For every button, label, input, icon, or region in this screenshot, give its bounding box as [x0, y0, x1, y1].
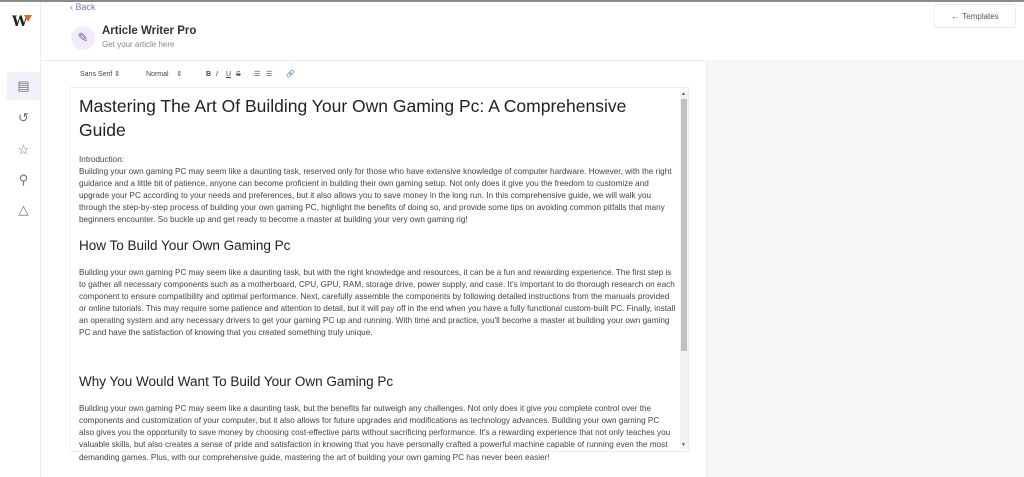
underline-button[interactable]: U — [226, 70, 232, 78]
star-icon[interactable]: ☆ — [17, 142, 30, 157]
size-select[interactable]: Normal ⇕ — [146, 71, 183, 78]
font-select[interactable]: Sans Serif ⇕ — [80, 71, 121, 78]
back-link[interactable]: ‹ Back — [70, 2, 96, 12]
bold-button[interactable]: B — [206, 70, 212, 78]
article-editor[interactable] — [70, 87, 689, 462]
section-heading: How To Build Your Own Gaming Pc — [79, 237, 291, 253]
intro-label: Introduction: — [79, 155, 125, 164]
page-subtitle: Get your article here — [102, 40, 175, 49]
link-icon[interactable]: 🔗 — [286, 71, 295, 78]
templates-button[interactable] — [934, 4, 1016, 28]
arrow-left-icon: ← — [951, 11, 960, 21]
logo-text: W — [12, 14, 28, 30]
divider — [41, 60, 706, 61]
templates-label: Templates — [962, 11, 999, 21]
shapes-icon[interactable]: △ — [18, 202, 29, 217]
layout-icon[interactable]: ▤ — [7, 72, 40, 100]
scroll-up-icon[interactable]: ▲ — [681, 91, 686, 97]
page-title: Article Writer Pro — [102, 25, 197, 37]
history-icon[interactable]: ↺ — [18, 110, 29, 125]
sidebar — [0, 2, 41, 477]
app-logo[interactable] — [12, 14, 28, 30]
strike-button[interactable]: S — [236, 70, 241, 78]
medal-icon[interactable]: ⚲ — [18, 172, 29, 187]
bullet-list-icon[interactable]: ☰ — [266, 71, 273, 78]
intro-paragraph: Building your own gaming PC may seem like a daunting task, reserved only for those who have extensive knowledge of computer hardware. However, with the right guidance and a little bit of patience, anyone can become proficient in building their own gaming setup. Not only does it give you the freedom to customize and upgrade your PC according to your needs and preferences, but it also allows you to save money in the long run. In this comprehensive guide, we will walk you through the step-by-step process of building your own gaming PC, highlight the benefits of doing so, and provide some tips on avoiding common pitfalls that many beginners encounter. So buckle up and get ready to become a master at building your very own gaming rig! — [79, 167, 672, 225]
section-paragraph: Building your own gaming PC may seem like a daunting task, but with the right knowledge and resources, it can be a fun and rewarding experience. The first step is to gather all necessary components such as a motherboard, CPU, GPU, RAM, storage drive, power supply, and case. It's important to do thorough research on each component to ensure compatibility and optimal performance. Next, carefully assemble the components by following detailed instructions from the manuals provided or online tutorials. This may require some patience and attention to detail, but it will pay off in the end when you have a fully functional custom-built PC. Finally, install an operating system and any necessary drivers to get your gaming PC up and running. With time and practice, you'll become a master at building your own gaming PC and have the satisfaction of knowing that you created something truly unique. — [79, 267, 676, 338]
article-title: Mastering The Art Of Building Your Own Gaming Pc: A Comprehensive Guide — [79, 96, 627, 140]
section-paragraph: Building your own gaming PC may seem like a daunting task, but the benefits far outweigh any challenges. Not only does it give you complete control over the components and customization of your computer, but it also allows for future upgrades and modifications as technology advances. Building your own gaming PC also gives you the opportunity to save money by choosing cost-effective parts without sacrificing performance. It's a rewarding experience that not only teaches you valuable skills, but also creates a sense of pride and satisfaction in knowing that you have personally crafted a powerful machine capable of running even the most demanding games. Plus, with our comprehensive guide, mastering the art of building your own gaming PC has never been easier! — [79, 404, 671, 462]
scroll-down-icon[interactable]: ▼ — [681, 442, 686, 448]
scrollbar-thumb[interactable] — [681, 99, 687, 351]
ordered-list-icon[interactable]: ☰ — [254, 71, 261, 78]
editor-toolbar — [80, 68, 295, 80]
back-label: Back — [75, 2, 96, 12]
italic-button[interactable]: I — [216, 70, 218, 78]
edit-icon: ✎ — [71, 26, 95, 50]
section-heading: Why You Would Want To Build Your Own Gaming Pc — [79, 374, 394, 390]
preview-panel — [706, 60, 1024, 477]
